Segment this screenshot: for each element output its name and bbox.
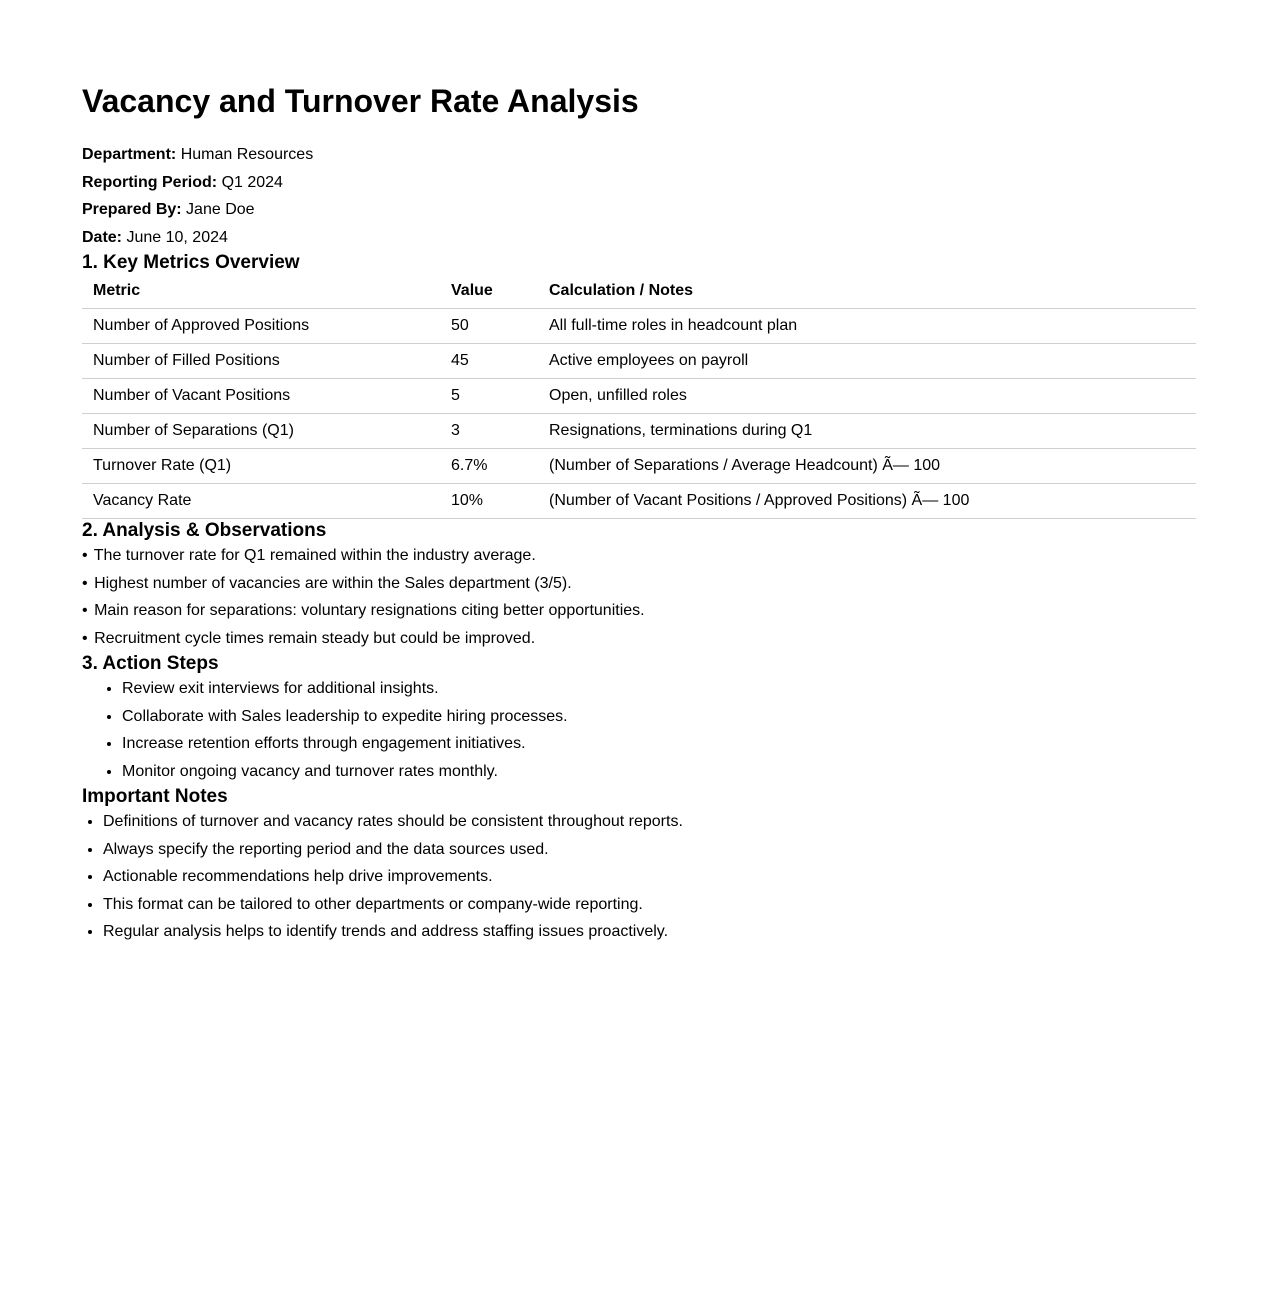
table-cell-value: 6.7% bbox=[440, 449, 538, 484]
analysis-bullet bbox=[82, 542, 1196, 570]
section-heading-action-steps: 3. Action Steps bbox=[82, 653, 219, 674]
table-cell-notes: All full-time roles in headcount plan bbox=[538, 309, 1196, 344]
table-cell-notes: Resignations, terminations during Q1 bbox=[538, 414, 1196, 449]
important-notes-list bbox=[82, 808, 1196, 946]
table-cell-metric: Vacancy Rate bbox=[82, 484, 440, 519]
bullet-marker: • bbox=[82, 547, 88, 564]
action-steps-list bbox=[82, 675, 1196, 785]
meta-line-reporting-period bbox=[82, 169, 1196, 197]
table-cell-value: 50 bbox=[440, 309, 538, 344]
table-cell-metric: Number of Filled Positions bbox=[82, 344, 440, 379]
analysis-bullet bbox=[82, 570, 1196, 598]
bullet-marker: • bbox=[82, 602, 88, 619]
analysis-bullet bbox=[82, 625, 1196, 653]
meta-label: Reporting Period: bbox=[82, 173, 218, 191]
note-item: • Actionable recommendations help drive improvements. bbox=[103, 863, 1196, 891]
table-cell-value: 3 bbox=[440, 414, 538, 449]
page-title: Vacancy and Turnover Rate Analysis bbox=[82, 83, 639, 119]
table-row bbox=[82, 344, 1196, 379]
meta-value: Q1 2024 bbox=[221, 173, 283, 191]
analysis-bullet bbox=[82, 597, 1196, 625]
meta-value: Human Resources bbox=[180, 146, 314, 163]
table-header-value: Value bbox=[440, 274, 538, 309]
action-item: • Review exit interviews for additional insights. bbox=[122, 675, 1196, 703]
table-cell-notes: (Number of Separations / Average Headcount) Ã— 100 bbox=[538, 449, 1196, 484]
action-item: • Collaborate with Sales leadership to expedite hiring processes. bbox=[122, 703, 1196, 731]
meta-value: Jane Doe bbox=[186, 201, 255, 218]
note-item: • Always specify the reporting period and the data sources used. bbox=[103, 836, 1196, 864]
section-heading-analysis: 2. Analysis & Observations bbox=[82, 520, 327, 541]
action-item: • Monitor ongoing vacancy and turnover rates monthly. bbox=[122, 758, 1196, 786]
meta-line-department bbox=[82, 141, 1196, 169]
table-header-metric: Metric bbox=[82, 274, 440, 309]
table-cell-metric: Number of Separations (Q1) bbox=[82, 414, 440, 449]
table-row bbox=[82, 414, 1196, 449]
analysis-bullet-list bbox=[82, 542, 1196, 652]
analysis-bullet-text: Recruitment cycle times remain steady but could be improved. bbox=[94, 629, 536, 647]
table-cell-value: 10% bbox=[440, 484, 538, 519]
meta-label: Date: bbox=[82, 228, 123, 246]
table-cell-value: 5 bbox=[440, 379, 538, 414]
table-row bbox=[82, 309, 1196, 344]
note-item: • Definitions of turnover and vacancy rates should be consistent throughout reports. bbox=[103, 808, 1196, 836]
document-meta bbox=[82, 141, 1196, 251]
table-cell-notes: Active employees on payroll bbox=[538, 344, 1196, 379]
analysis-bullet-text: Main reason for separations: voluntary resignations citing better opportunities. bbox=[94, 602, 645, 619]
section-heading-key-metrics: 1. Key Metrics Overview bbox=[82, 252, 300, 273]
metrics-table bbox=[82, 274, 1196, 519]
section-heading-important-notes: Important Notes bbox=[82, 786, 228, 807]
table-row bbox=[82, 379, 1196, 414]
table-cell-metric: Turnover Rate (Q1) bbox=[82, 449, 440, 484]
meta-line-prepared-by bbox=[82, 196, 1196, 224]
table-cell-metric: Number of Approved Positions bbox=[82, 309, 440, 344]
analysis-bullet-text: The turnover rate for Q1 remained within the industry average. bbox=[93, 547, 536, 564]
meta-line-date bbox=[82, 224, 1196, 252]
table-header-row bbox=[82, 274, 1196, 309]
action-item: • Increase retention efforts through engagement initiatives. bbox=[122, 730, 1196, 758]
meta-value: June 10, 2024 bbox=[126, 228, 228, 246]
meta-label: Department: bbox=[82, 146, 177, 163]
bullet-marker: • bbox=[82, 629, 88, 647]
table-header-calculation-notes: Calculation / Notes bbox=[538, 274, 1196, 309]
table-cell-metric: Number of Vacant Positions bbox=[82, 379, 440, 414]
table-row bbox=[82, 449, 1196, 484]
table-cell-notes: Open, unfilled roles bbox=[538, 379, 1196, 414]
meta-label: Prepared By: bbox=[82, 201, 182, 218]
table-cell-value: 45 bbox=[440, 344, 538, 379]
table-row bbox=[82, 484, 1196, 519]
bullet-marker: • bbox=[82, 574, 88, 592]
table-cell-notes: (Number of Vacant Positions / Approved Positions) Ã— 100 bbox=[538, 484, 1196, 519]
note-item: • Regular analysis helps to identify trends and address staffing issues proactively. bbox=[103, 918, 1196, 946]
note-item: • This format can be tailored to other departments or company-wide reporting. bbox=[103, 891, 1196, 919]
analysis-bullet-text: Highest number of vacancies are within the Sales department (3/5). bbox=[94, 574, 572, 592]
